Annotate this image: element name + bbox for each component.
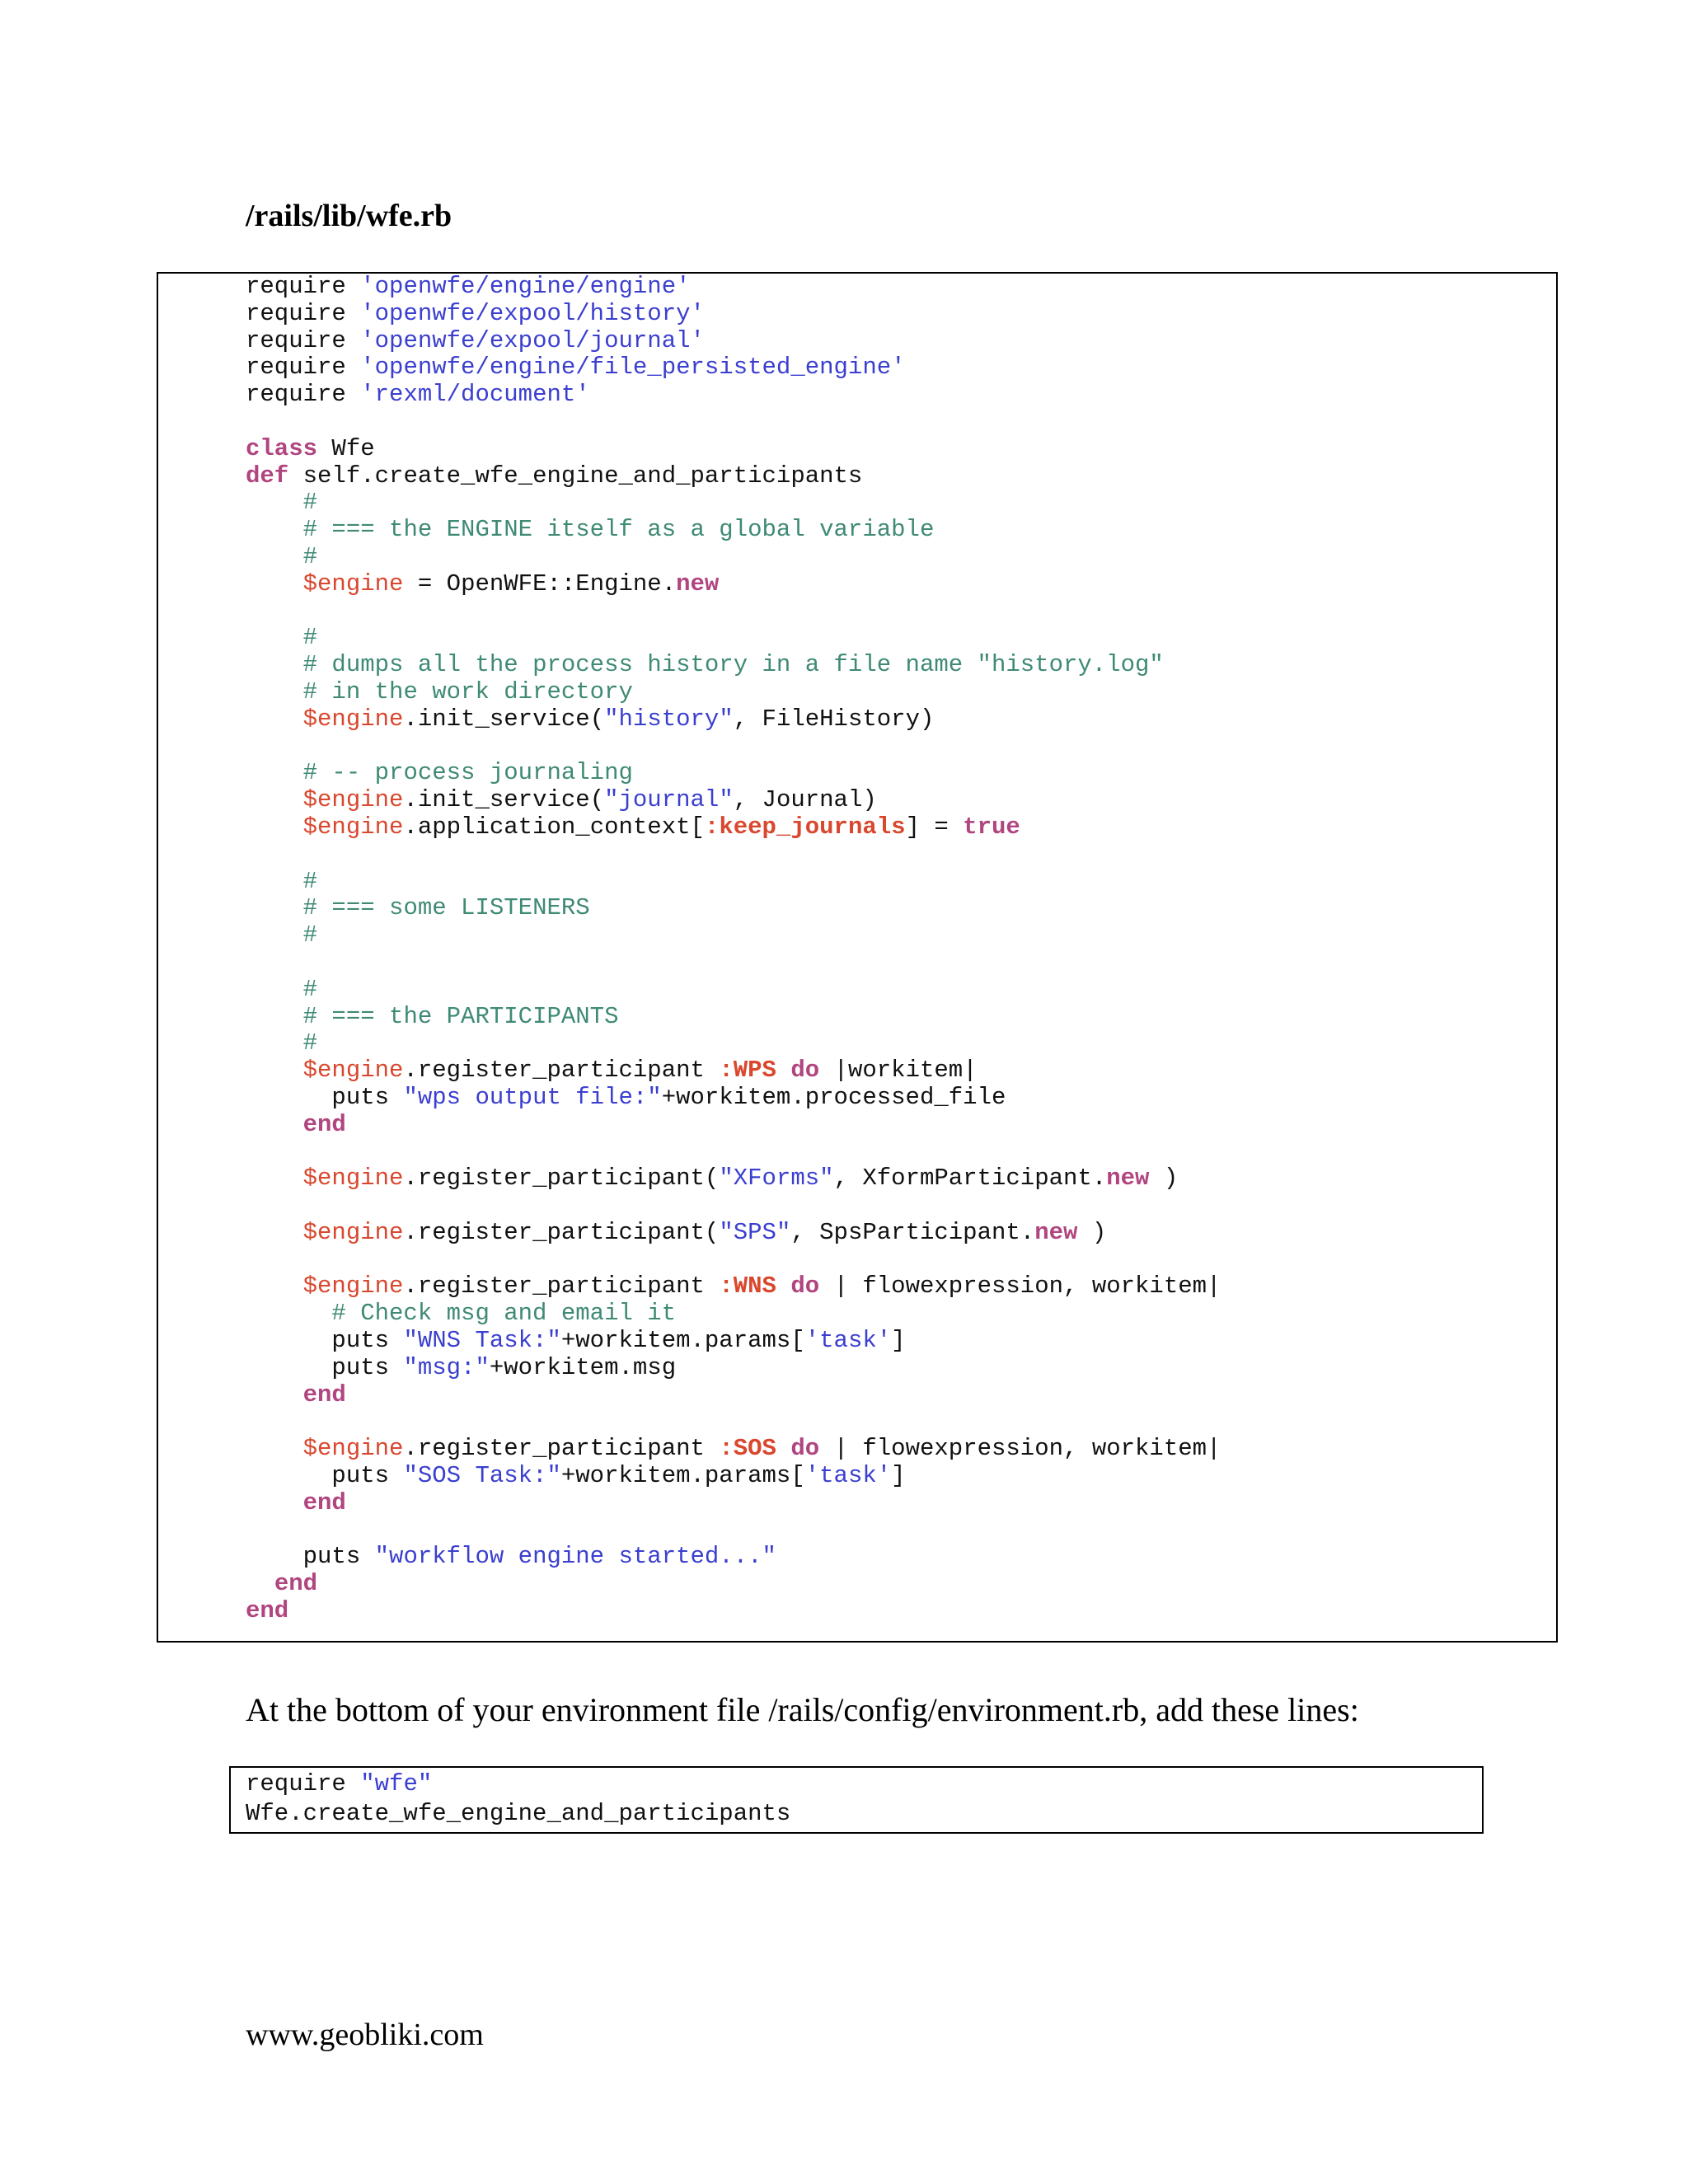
code-line [246, 1408, 1221, 1436]
code-token: end [302, 1380, 346, 1408]
code-token: $engine [302, 813, 404, 841]
code-token: .register_participant( [403, 1165, 720, 1193]
code-token [246, 1381, 303, 1408]
code-token [776, 1057, 790, 1084]
code-line [246, 1247, 1221, 1274]
code-token: do [790, 1057, 820, 1085]
code-token: def [246, 462, 289, 490]
code-token: $engine [302, 1165, 404, 1193]
code-token: "XForms" [719, 1165, 834, 1193]
code-token: , SpsParticipant. [790, 1218, 1035, 1246]
code-token: , XformParticipant. [833, 1165, 1107, 1193]
code-line [246, 1544, 1221, 1571]
code-token: end [246, 1597, 289, 1625]
instruction-text: At the bottom of your environment file /rails/config/environment.rb, add these lines: [246, 1691, 1359, 1728]
code-line [246, 301, 1221, 328]
code-line [246, 1165, 1221, 1193]
code-token [246, 489, 303, 516]
code-token: "workflow engine started..." [374, 1543, 776, 1571]
code-token: "SPS" [719, 1218, 791, 1246]
code-line [246, 1220, 1221, 1247]
code-token: $engine [302, 1057, 404, 1085]
code-token: puts [246, 1083, 404, 1111]
code-token: 'task' [804, 1327, 892, 1355]
code-token: end [302, 1488, 346, 1516]
footer-url: www.geobliki.com [246, 2018, 484, 2052]
code-line [246, 787, 1221, 814]
code-line [246, 1799, 790, 1829]
code-token: .register_participant( [403, 1218, 720, 1246]
code-token: # [302, 975, 318, 1003]
code-line [246, 1030, 1221, 1057]
code-token: require [246, 381, 361, 409]
code-token [246, 759, 303, 786]
code-token: # [302, 921, 318, 949]
code-token [776, 1435, 790, 1462]
code-token: puts [246, 1353, 404, 1381]
code-token: Wfe.create_wfe_engine_and_participants [246, 1800, 791, 1827]
code-token: do [790, 1272, 820, 1301]
code-line [246, 328, 1221, 355]
code-token: "SOS Task:" [403, 1462, 561, 1490]
code-token: +workitem.params[ [560, 1327, 805, 1355]
code-token: puts [246, 1543, 375, 1571]
code-token: :keep_journals [704, 813, 906, 841]
code-line [246, 1382, 1221, 1409]
code-token: self.create_wfe_engine_and_participants [288, 462, 863, 490]
code-line [246, 1490, 1221, 1517]
code-line [246, 1517, 1221, 1544]
code-token: $engine [302, 1435, 404, 1463]
code-token: ] [891, 1327, 906, 1355]
code-token: 'openwfe/expool/history' [360, 299, 705, 327]
code-token [246, 570, 303, 598]
code-token: +workitem.params[ [560, 1462, 805, 1490]
code-token: require [246, 273, 361, 300]
code-line [246, 1193, 1221, 1220]
code-token: $engine [302, 1272, 404, 1301]
code-token: # === the ENGINE itself as a global variable [302, 516, 935, 544]
code-line [246, 652, 1221, 679]
code-token: .init_service( [403, 786, 605, 814]
main-code-block [157, 272, 1558, 1643]
code-line [246, 841, 1221, 869]
code-token [246, 813, 303, 841]
code-token [246, 678, 303, 705]
code-token: $engine [302, 569, 404, 598]
code-line [246, 409, 1221, 436]
code-token: |workitem| [819, 1057, 978, 1085]
code-token: .init_service( [403, 705, 605, 733]
code-token: new [676, 569, 720, 598]
code-line [246, 949, 1221, 977]
code-token: "wps output file:" [403, 1083, 662, 1111]
code-line [246, 1355, 1221, 1382]
code-line [246, 625, 1221, 652]
code-token [246, 1570, 274, 1597]
code-line [246, 869, 1221, 896]
code-line [246, 895, 1221, 922]
code-token: 'openwfe/expool/journal' [360, 326, 705, 354]
code-token: # [302, 867, 318, 895]
code-token [246, 1057, 303, 1084]
code-line [246, 598, 1221, 626]
code-token [246, 1111, 303, 1138]
main-code-listing [246, 274, 1221, 1625]
code-token: | flowexpression, workitem| [819, 1435, 1221, 1463]
code-token [246, 894, 303, 921]
code-line [246, 544, 1221, 571]
code-token: # dumps all the process history in a file name "history.log" [302, 651, 1164, 679]
code-token: class [246, 434, 318, 462]
code-token: require [246, 326, 361, 354]
code-token: require [246, 1770, 361, 1797]
code-token: do [790, 1435, 820, 1463]
code-token [246, 705, 303, 733]
code-token: .register_participant [403, 1057, 720, 1085]
code-token: end [274, 1570, 318, 1598]
code-token: # [302, 542, 318, 570]
code-token: # Check msg and email it [331, 1300, 677, 1328]
code-line [246, 274, 1221, 301]
code-token: $engine [302, 1218, 404, 1246]
code-token: require [246, 354, 361, 382]
code-token: # === the PARTICIPANTS [302, 1002, 619, 1030]
code-token [246, 1489, 303, 1516]
code-token: 'openwfe/engine/engine' [360, 273, 691, 300]
code-token: true [963, 813, 1020, 841]
code-token [246, 1003, 303, 1030]
code-token: ] = [905, 813, 964, 841]
code-token [246, 868, 303, 895]
code-token: puts [246, 1462, 404, 1490]
code-line [246, 922, 1221, 949]
code-line [246, 571, 1221, 598]
code-token: 'openwfe/engine/file_persisted_engine' [360, 354, 906, 382]
code-token [246, 921, 303, 949]
code-token [776, 1272, 790, 1300]
code-token: # [302, 489, 318, 517]
code-token [246, 516, 303, 543]
code-line [246, 1004, 1221, 1031]
code-token: ) [1077, 1218, 1107, 1246]
code-line [246, 1057, 1221, 1085]
code-line [246, 706, 1221, 733]
code-token: ] [891, 1462, 906, 1490]
code-token: end [302, 1110, 346, 1138]
code-token: Wfe [317, 434, 375, 462]
code-line [246, 1463, 1221, 1490]
code-token: +workitem.processed_file [661, 1083, 1006, 1111]
code-token: .register_participant [403, 1272, 720, 1301]
code-line [246, 814, 1221, 841]
code-token [246, 786, 303, 813]
code-token: "msg:" [403, 1353, 490, 1381]
code-line [246, 733, 1221, 761]
code-token [246, 651, 303, 678]
code-token [246, 1300, 331, 1327]
code-token [246, 1219, 303, 1246]
code-token: :WNS [719, 1272, 776, 1301]
code-token: ) [1149, 1165, 1179, 1193]
code-line [246, 1328, 1221, 1355]
code-token: new [1034, 1218, 1078, 1246]
code-token [246, 624, 303, 651]
code-token: $engine [302, 786, 404, 814]
code-token [246, 976, 303, 1003]
code-line [246, 1571, 1221, 1598]
code-line [246, 1273, 1221, 1301]
code-line [246, 977, 1221, 1004]
code-token: # in the work directory [302, 677, 633, 705]
code-token: # [302, 624, 318, 652]
code-token: "journal" [604, 786, 734, 814]
code-token: require [246, 299, 361, 327]
code-line [246, 354, 1221, 382]
code-token: .application_context[ [403, 813, 705, 841]
code-line [246, 1112, 1221, 1139]
environment-code-listing [246, 1769, 790, 1829]
code-line [246, 1436, 1221, 1463]
code-token: 'rexml/document' [360, 381, 590, 409]
code-line [246, 679, 1221, 706]
code-token: "wfe" [360, 1770, 433, 1797]
environment-code-block [229, 1766, 1484, 1834]
code-token: new [1106, 1165, 1150, 1193]
code-line [246, 1769, 790, 1799]
code-line [246, 1085, 1221, 1112]
code-line [246, 490, 1221, 517]
code-token: # [302, 1029, 318, 1057]
code-token [246, 1272, 303, 1300]
code-token: 'task' [804, 1462, 892, 1490]
code-token: puts [246, 1327, 404, 1355]
code-token: = OpenWFE::Engine. [403, 569, 677, 598]
code-line [246, 1598, 1221, 1625]
code-token: :WPS [719, 1057, 776, 1085]
code-token [246, 1029, 303, 1057]
code-line [246, 436, 1221, 463]
code-line [246, 382, 1221, 409]
code-line [246, 1139, 1221, 1166]
code-token: +workitem.msg [489, 1353, 677, 1381]
code-line [246, 1301, 1221, 1328]
code-token [246, 1165, 303, 1192]
code-token: "WNS Task:" [403, 1327, 561, 1355]
code-token [246, 543, 303, 570]
file-path-heading: /rails/lib/wfe.rb [246, 199, 452, 233]
code-token: | flowexpression, workitem| [819, 1272, 1221, 1301]
code-token: $engine [302, 705, 404, 733]
code-token: "history" [604, 705, 734, 733]
code-token: # === some LISTENERS [302, 894, 590, 922]
code-token [246, 1435, 303, 1462]
code-token: .register_participant [403, 1435, 720, 1463]
code-token: , Journal) [733, 786, 877, 814]
code-line [246, 463, 1221, 490]
code-token: :SOS [719, 1435, 776, 1463]
code-token: # -- process journaling [302, 759, 633, 787]
code-token: , FileHistory) [733, 705, 935, 733]
code-line [246, 760, 1221, 787]
code-line [246, 517, 1221, 544]
